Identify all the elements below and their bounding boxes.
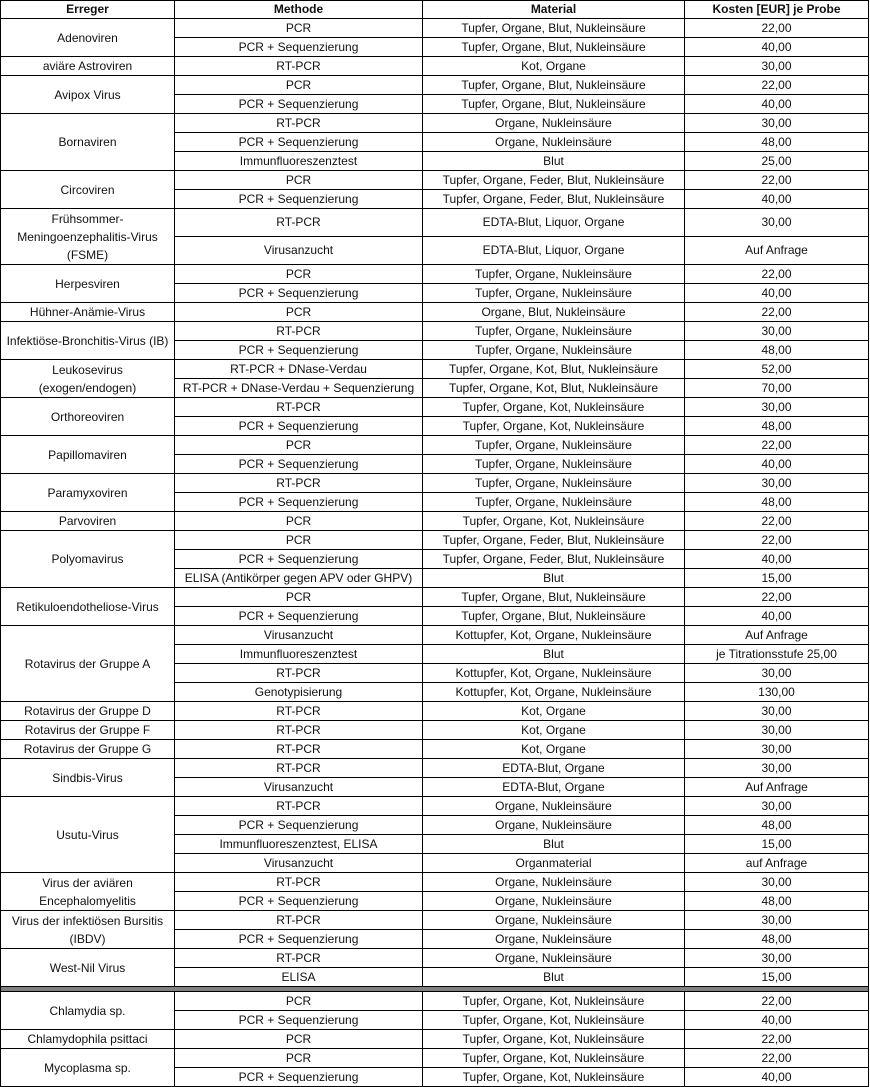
table-row: [1, 322, 869, 341]
methode-cell: PCR + Sequenzierung: [175, 930, 423, 949]
material-cell: Tupfer, Organe, Feder, Blut, Nukleinsäure: [423, 190, 685, 209]
kosten-cell: 22,00: [685, 512, 869, 531]
material-cell: Tupfer, Organe, Nukleinsäure: [423, 341, 685, 360]
material-cell: Kot, Organe: [423, 702, 685, 721]
methode-cell: RT-PCR: [175, 911, 423, 930]
methode-cell: RT-PCR: [175, 209, 423, 237]
kosten-cell: 130,00: [685, 683, 869, 702]
methode-cell: RT-PCR: [175, 873, 423, 892]
table-row: [1, 626, 869, 645]
kosten-cell: 22,00: [685, 436, 869, 455]
methode-cell: PCR: [175, 76, 423, 95]
methode-cell: RT-PCR: [175, 474, 423, 493]
methode-cell: PCR + Sequenzierung: [175, 417, 423, 436]
methode-cell: RT-PCR: [175, 114, 423, 133]
kosten-cell: 25,00: [685, 152, 869, 171]
methode-cell: PCR: [175, 1049, 423, 1068]
table-row: [1, 531, 869, 550]
table-row: [1, 303, 869, 322]
kosten-cell: 48,00: [685, 493, 869, 512]
material-cell: Tupfer, Organe, Nukleinsäure: [423, 265, 685, 284]
material-cell: Tupfer, Organe, Blut, Nukleinsäure: [423, 607, 685, 626]
methode-cell: RT-PCR: [175, 721, 423, 740]
methode-cell: PCR + Sequenzierung: [175, 493, 423, 512]
kosten-cell: 30,00: [685, 702, 869, 721]
material-cell: Blut: [423, 152, 685, 171]
erreger-cell: Leukosevirus (exogen/endogen): [1, 360, 175, 398]
methode-cell: PCR + Sequenzierung: [175, 190, 423, 209]
methode-cell: PCR + Sequenzierung: [175, 455, 423, 474]
methode-cell: PCR + Sequenzierung: [175, 1011, 423, 1030]
material-cell: Blut: [423, 645, 685, 664]
methode-cell: PCR: [175, 303, 423, 322]
erreger-cell: Chlamydophila psittaci: [1, 1030, 175, 1049]
methode-cell: Genotypisierung: [175, 683, 423, 702]
methode-cell: Immunfluoreszenztest: [175, 152, 423, 171]
kosten-cell: 48,00: [685, 417, 869, 436]
material-cell: Kottupfer, Kot, Organe, Nukleinsäure: [423, 683, 685, 702]
methode-cell: Virusanzucht: [175, 778, 423, 797]
methode-cell: RT-PCR: [175, 664, 423, 683]
methode-cell: PCR: [175, 436, 423, 455]
material-cell: Tupfer, Organe, Kot, Nukleinsäure: [423, 1030, 685, 1049]
material-cell: Organe, Nukleinsäure: [423, 133, 685, 152]
kosten-cell: 40,00: [685, 607, 869, 626]
material-cell: Organe, Nukleinsäure: [423, 816, 685, 835]
erreger-cell: Parvoviren: [1, 512, 175, 531]
material-cell: Tupfer, Organe, Kot, Nukleinsäure: [423, 1068, 685, 1087]
erreger-cell: Polyomavirus: [1, 531, 175, 588]
material-cell: Tupfer, Organe, Nukleinsäure: [423, 455, 685, 474]
kosten-cell: 48,00: [685, 133, 869, 152]
table-row: [1, 992, 869, 1011]
kosten-cell: 70,00: [685, 379, 869, 398]
methode-cell: PCR + Sequenzierung: [175, 1068, 423, 1087]
erreger-cell: Virus der infektiösen Bursitis (IBDV): [1, 911, 175, 949]
kosten-cell: 40,00: [685, 284, 869, 303]
table-row: [1, 474, 869, 493]
kosten-cell: Auf Anfrage: [685, 778, 869, 797]
table-row: [1, 436, 869, 455]
kosten-cell: 30,00: [685, 949, 869, 968]
material-cell: EDTA-Blut, Organe: [423, 759, 685, 778]
material-cell: Blut: [423, 835, 685, 854]
kosten-cell: 40,00: [685, 550, 869, 569]
header-kosten: Kosten [EUR] je Probe: [685, 1, 869, 19]
material-cell: Kot, Organe: [423, 740, 685, 759]
material-cell: Tupfer, Organe, Kot, Blut, Nukleinsäure: [423, 360, 685, 379]
kosten-cell: 30,00: [685, 721, 869, 740]
table-row: [1, 721, 869, 740]
material-cell: Organe, Nukleinsäure: [423, 114, 685, 133]
material-cell: Tupfer, Organe, Blut, Nukleinsäure: [423, 38, 685, 57]
table-row: [1, 797, 869, 816]
erreger-cell: Sindbis-Virus: [1, 759, 175, 797]
methode-cell: Virusanzucht: [175, 854, 423, 873]
kosten-cell: 48,00: [685, 930, 869, 949]
methode-cell: RT-PCR + DNase-Verdau: [175, 360, 423, 379]
table-row: [1, 759, 869, 778]
material-cell: Kottupfer, Kot, Organe, Nukleinsäure: [423, 664, 685, 683]
material-cell: Tupfer, Organe, Nukleinsäure: [423, 493, 685, 512]
methode-cell: PCR + Sequenzierung: [175, 284, 423, 303]
erreger-cell: Avipox Virus: [1, 76, 175, 114]
kosten-cell: 30,00: [685, 474, 869, 493]
methode-cell: PCR + Sequenzierung: [175, 341, 423, 360]
methode-cell: PCR: [175, 512, 423, 531]
kosten-cell: 30,00: [685, 873, 869, 892]
methode-cell: ELISA: [175, 968, 423, 987]
material-cell: Tupfer, Organe, Kot, Nukleinsäure: [423, 1049, 685, 1068]
table-row: [1, 949, 869, 968]
material-cell: Kot, Organe: [423, 57, 685, 76]
kosten-cell: 30,00: [685, 322, 869, 341]
methode-cell: Immunfluoreszenztest: [175, 645, 423, 664]
table-row: [1, 209, 869, 237]
table-row: [1, 911, 869, 930]
kosten-cell: je Titrationsstufe 25,00: [685, 645, 869, 664]
kosten-cell: 22,00: [685, 588, 869, 607]
kosten-cell: 22,00: [685, 1030, 869, 1049]
material-cell: Organe, Nukleinsäure: [423, 911, 685, 930]
methode-cell: RT-PCR: [175, 57, 423, 76]
kosten-cell: 22,00: [685, 76, 869, 95]
header-row: [1, 1, 869, 19]
methode-cell: ELISA (Antikörper gegen APV oder GHPV): [175, 569, 423, 588]
material-cell: EDTA-Blut, Organe: [423, 778, 685, 797]
kosten-cell: 30,00: [685, 759, 869, 778]
methode-cell: Virusanzucht: [175, 237, 423, 265]
material-cell: Tupfer, Organe, Feder, Blut, Nukleinsäure: [423, 550, 685, 569]
table-row: [1, 1030, 869, 1049]
methode-cell: PCR + Sequenzierung: [175, 95, 423, 114]
table-row: [1, 702, 869, 721]
erreger-cell: Circoviren: [1, 171, 175, 209]
methode-cell: Immunfluoreszenztest, ELISA: [175, 835, 423, 854]
material-cell: Tupfer, Organe, Nukleinsäure: [423, 284, 685, 303]
material-cell: Tupfer, Organe, Blut, Nukleinsäure: [423, 588, 685, 607]
kosten-cell: 22,00: [685, 1049, 869, 1068]
material-cell: Organe, Nukleinsäure: [423, 949, 685, 968]
erreger-cell: Bornaviren: [1, 114, 175, 171]
kosten-cell: 15,00: [685, 835, 869, 854]
kosten-cell: 48,00: [685, 341, 869, 360]
table-row: [1, 1049, 869, 1068]
kosten-cell: 30,00: [685, 911, 869, 930]
material-cell: Blut: [423, 569, 685, 588]
table-row: [1, 512, 869, 531]
material-cell: Tupfer, Organe, Feder, Blut, Nukleinsäure: [423, 171, 685, 190]
erreger-cell: Usutu-Virus: [1, 797, 175, 873]
erreger-cell: Mycoplasma sp.: [1, 1049, 175, 1087]
erreger-cell: Rotavirus der Gruppe A: [1, 626, 175, 702]
material-cell: Tupfer, Organe, Blut, Nukleinsäure: [423, 76, 685, 95]
erreger-cell: West-Nil Virus: [1, 949, 175, 987]
methode-cell: RT-PCR: [175, 398, 423, 417]
methode-cell: PCR: [175, 1030, 423, 1049]
erreger-cell: aviäre Astroviren: [1, 57, 175, 76]
table-row: [1, 171, 869, 190]
erreger-cell: Papillomaviren: [1, 436, 175, 474]
kosten-cell: 48,00: [685, 816, 869, 835]
kosten-cell: 15,00: [685, 569, 869, 588]
table-row: [1, 76, 869, 95]
methode-cell: PCR + Sequenzierung: [175, 38, 423, 57]
table-row: [1, 114, 869, 133]
erreger-cell: Hühner-Anämie-Virus: [1, 303, 175, 322]
methode-cell: PCR + Sequenzierung: [175, 133, 423, 152]
kosten-cell: 22,00: [685, 265, 869, 284]
erreger-cell: Infektiöse-Bronchitis-Virus (IB): [1, 322, 175, 360]
material-cell: Tupfer, Organe, Nukleinsäure: [423, 322, 685, 341]
methode-cell: Virusanzucht: [175, 626, 423, 645]
material-cell: Kottupfer, Kot, Organe, Nukleinsäure: [423, 626, 685, 645]
erreger-cell: Paramyxoviren: [1, 474, 175, 512]
table-row: [1, 588, 869, 607]
table-row: [1, 265, 869, 284]
methode-cell: RT-PCR: [175, 322, 423, 341]
erreger-cell: Rotavirus der Gruppe F: [1, 721, 175, 740]
methode-cell: RT-PCR: [175, 949, 423, 968]
kosten-cell: 30,00: [685, 114, 869, 133]
table-row: [1, 740, 869, 759]
header-erreger: Erreger: [1, 1, 175, 19]
material-cell: Tupfer, Organe, Kot, Nukleinsäure: [423, 1011, 685, 1030]
kosten-cell: 30,00: [685, 797, 869, 816]
kosten-cell: 30,00: [685, 740, 869, 759]
table-row: [1, 873, 869, 892]
methode-cell: PCR + Sequenzierung: [175, 892, 423, 911]
material-cell: EDTA-Blut, Liquor, Organe: [423, 209, 685, 237]
kosten-cell: 30,00: [685, 57, 869, 76]
kosten-cell: 22,00: [685, 19, 869, 38]
kosten-cell: 40,00: [685, 95, 869, 114]
kosten-cell: 52,00: [685, 360, 869, 379]
kosten-cell: 40,00: [685, 1068, 869, 1087]
kosten-cell: 40,00: [685, 1011, 869, 1030]
methode-cell: RT-PCR: [175, 759, 423, 778]
table-row: [1, 398, 869, 417]
methode-cell: RT-PCR: [175, 740, 423, 759]
material-cell: Tupfer, Organe, Kot, Blut, Nukleinsäure: [423, 379, 685, 398]
methode-cell: PCR: [175, 19, 423, 38]
kosten-cell: 22,00: [685, 303, 869, 322]
methode-cell: PCR: [175, 531, 423, 550]
kosten-cell: 22,00: [685, 992, 869, 1011]
material-cell: Organmaterial: [423, 854, 685, 873]
kosten-cell: Auf Anfrage: [685, 626, 869, 645]
methode-cell: PCR: [175, 265, 423, 284]
kosten-cell: 40,00: [685, 190, 869, 209]
material-cell: Organe, Blut, Nukleinsäure: [423, 303, 685, 322]
material-cell: Organe, Nukleinsäure: [423, 892, 685, 911]
material-cell: Tupfer, Organe, Kot, Nukleinsäure: [423, 512, 685, 531]
erreger-cell: Virus der aviären Encephalomyelitis: [1, 873, 175, 911]
kosten-cell: 30,00: [685, 209, 869, 237]
material-cell: Organe, Nukleinsäure: [423, 873, 685, 892]
methode-cell: PCR: [175, 171, 423, 190]
header-material: Material: [423, 1, 685, 19]
kosten-cell: 30,00: [685, 664, 869, 683]
header-methode: Methode: [175, 1, 423, 19]
methode-cell: PCR: [175, 992, 423, 1011]
material-cell: Tupfer, Organe, Blut, Nukleinsäure: [423, 19, 685, 38]
methode-cell: RT-PCR + DNase-Verdau + Sequenzierung: [175, 379, 423, 398]
table-row: [1, 19, 869, 38]
material-cell: Tupfer, Organe, Kot, Nukleinsäure: [423, 992, 685, 1011]
erreger-cell: Adenoviren: [1, 19, 175, 57]
methode-cell: PCR + Sequenzierung: [175, 816, 423, 835]
material-cell: Tupfer, Organe, Nukleinsäure: [423, 436, 685, 455]
table-header: [1, 1, 869, 19]
erreger-cell: Rotavirus der Gruppe G: [1, 740, 175, 759]
methode-cell: RT-PCR: [175, 797, 423, 816]
kosten-cell: auf Anfrage: [685, 854, 869, 873]
material-cell: Kot, Organe: [423, 721, 685, 740]
material-cell: Tupfer, Organe, Kot, Nukleinsäure: [423, 398, 685, 417]
table-row: [1, 360, 869, 379]
kosten-cell: 22,00: [685, 531, 869, 550]
table-row: [1, 57, 869, 76]
erreger-cell: Frühsommer-Meningoenzephalitis-Virus (FSME): [1, 209, 175, 265]
kosten-cell: 15,00: [685, 968, 869, 987]
methode-cell: PCR + Sequenzierung: [175, 607, 423, 626]
kosten-cell: 22,00: [685, 171, 869, 190]
methode-cell: RT-PCR: [175, 702, 423, 721]
kosten-cell: 40,00: [685, 455, 869, 474]
table-body: [1, 19, 869, 1087]
material-cell: Blut: [423, 968, 685, 987]
erreger-cell: Orthoreoviren: [1, 398, 175, 436]
material-cell: Tupfer, Organe, Blut, Nukleinsäure: [423, 95, 685, 114]
material-cell: EDTA-Blut, Liquor, Organe: [423, 237, 685, 265]
kosten-cell: 40,00: [685, 38, 869, 57]
kosten-cell: 30,00: [685, 398, 869, 417]
kosten-cell: 48,00: [685, 892, 869, 911]
kosten-cell: Auf Anfrage: [685, 237, 869, 265]
erreger-cell: Herpesviren: [1, 265, 175, 303]
material-cell: Organe, Nukleinsäure: [423, 930, 685, 949]
material-cell: Tupfer, Organe, Nukleinsäure: [423, 474, 685, 493]
methode-cell: PCR + Sequenzierung: [175, 550, 423, 569]
material-cell: Tupfer, Organe, Kot, Nukleinsäure: [423, 417, 685, 436]
erreger-cell: Chlamydia sp.: [1, 992, 175, 1030]
material-cell: Tupfer, Organe, Feder, Blut, Nukleinsäure: [423, 531, 685, 550]
material-cell: Organe, Nukleinsäure: [423, 797, 685, 816]
erreger-cell: Retikuloendotheliose-Virus: [1, 588, 175, 626]
erreger-cell: Rotavirus der Gruppe D: [1, 702, 175, 721]
methode-cell: PCR: [175, 588, 423, 607]
